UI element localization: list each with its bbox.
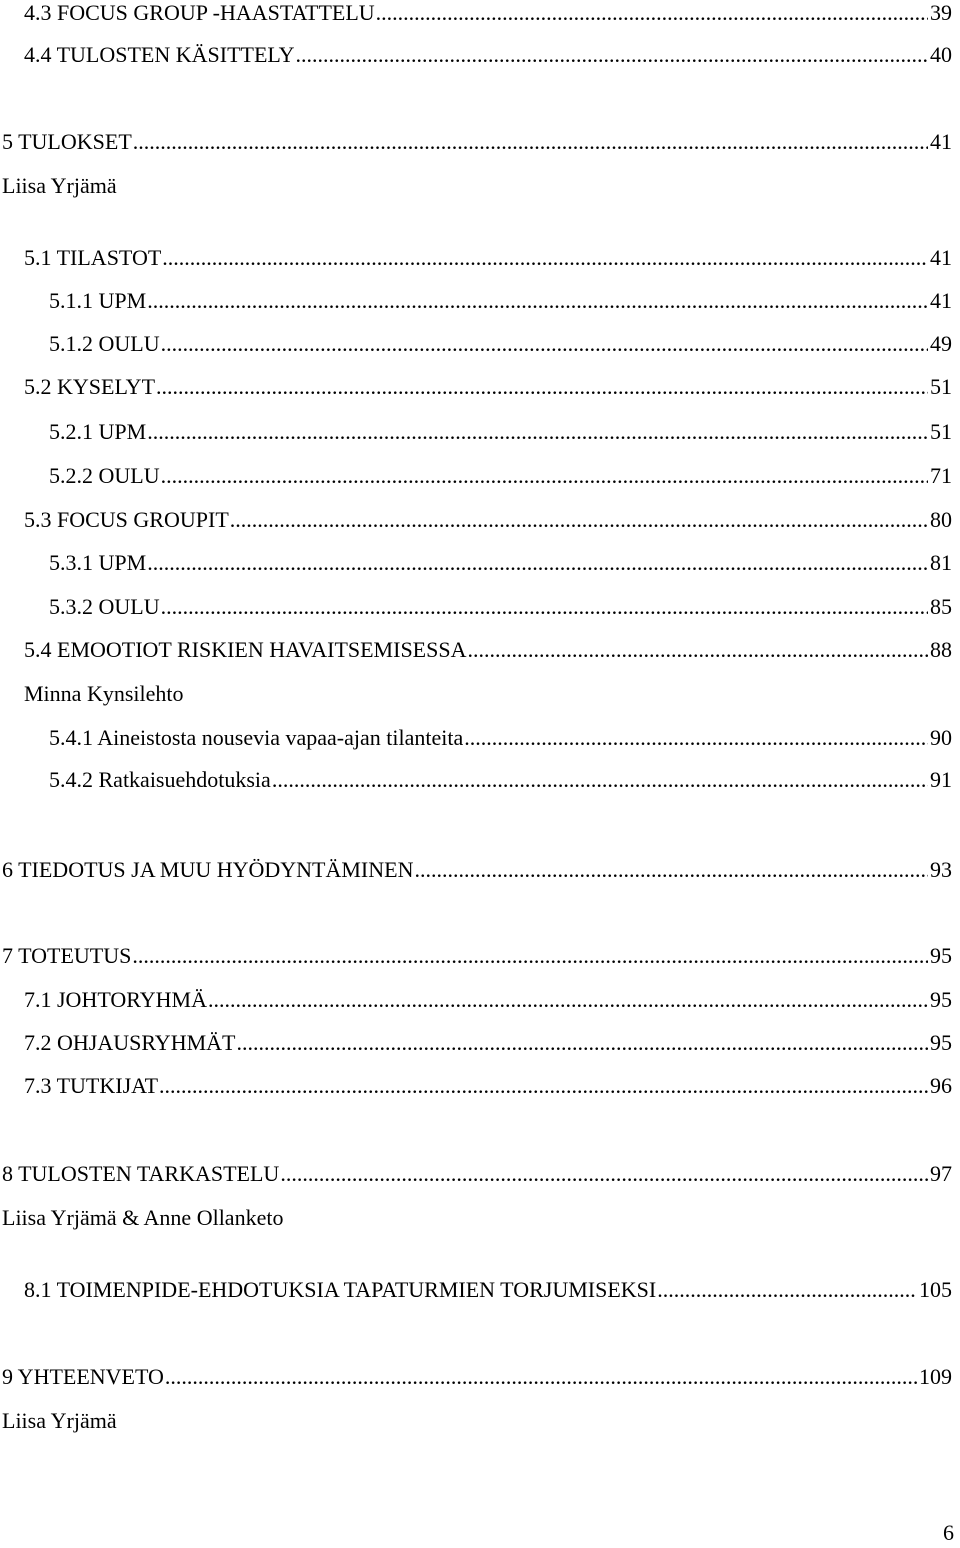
toc-entry-title: 4.4 TULOSTEN KÄSITTELY	[24, 42, 295, 67]
toc-entry-8-1	[24, 1275, 952, 1305]
toc-entry-page: 51	[930, 374, 952, 399]
toc-entry-5-3	[24, 505, 952, 535]
toc-entry-page: 41	[930, 129, 952, 154]
toc-entry-page: 96	[930, 1073, 952, 1098]
toc-entry-4-4	[24, 40, 952, 70]
toc-entry-title: 7 TOTEUTUS	[2, 943, 132, 968]
leader-dots	[147, 417, 928, 447]
leader-dots	[165, 1362, 917, 1392]
toc-entry-page: 93	[930, 857, 952, 882]
toc-entry-page: 97	[930, 1161, 952, 1186]
section-author: Minna Kynsilehto	[24, 681, 184, 706]
toc-entry-6	[2, 855, 952, 885]
toc-entry-title: 7.2 OHJAUSRYHMÄT	[24, 1030, 236, 1055]
toc-entry-title: 9 YHTEENVETO	[2, 1364, 164, 1389]
toc-entry-title: 5.3.2 OULU	[49, 594, 160, 619]
toc-entry-page: 109	[919, 1364, 952, 1389]
toc-entry-7-3	[24, 1071, 952, 1101]
toc-entry-5-4	[24, 635, 952, 665]
page-number: 6	[943, 1520, 954, 1545]
toc-entry-page: 95	[930, 1030, 952, 1055]
toc-entry-5-2	[24, 372, 952, 402]
toc-entry-5-1-1	[49, 286, 952, 316]
toc-entry-page: 49	[930, 331, 952, 356]
toc-entry-5-4-2	[49, 765, 952, 795]
toc-entry-5-3-1	[49, 548, 952, 578]
toc-entry-title: 7.1 JOHTORYHMÄ	[24, 987, 207, 1012]
toc-entry-5-2-1	[49, 417, 952, 447]
toc-entry-page: 40	[930, 42, 952, 67]
leader-dots	[161, 329, 928, 359]
leader-dots	[464, 723, 928, 753]
toc-entry-page: 81	[930, 550, 952, 575]
toc-entry-4-3	[24, 0, 952, 28]
toc-entry-title: 5.1 TILASTOT	[24, 245, 162, 270]
section-author: Liisa Yrjämä	[2, 173, 117, 198]
leader-dots	[159, 1071, 928, 1101]
toc-entry-title: 7.3 TUTKIJAT	[24, 1073, 159, 1098]
leader-dots	[272, 765, 928, 795]
toc-entry-7	[2, 941, 952, 971]
toc-entry-page: 39	[930, 0, 952, 25]
leader-dots	[236, 1028, 928, 1058]
toc-entry-9	[2, 1362, 952, 1392]
leader-dots	[147, 286, 928, 316]
toc-entry-page: 95	[930, 987, 952, 1012]
toc-entry-page: 41	[930, 245, 952, 270]
leader-dots	[132, 941, 928, 971]
toc-entry-title: 4.3 FOCUS GROUP -HAASTATTELU	[24, 0, 375, 25]
toc-entry-title: 5.2 KYSELYT	[24, 374, 156, 399]
toc-entry-title: 8 TULOSTEN TARKASTELU	[2, 1161, 280, 1186]
toc-entry-5	[2, 127, 952, 157]
toc-entry-title: 6 TIEDOTUS JA MUU HYÖDYNTÄMINEN	[2, 857, 414, 882]
toc-entry-title: 5.3.1 UPM	[49, 550, 147, 575]
toc-entry-page: 105	[919, 1277, 952, 1302]
leader-dots	[467, 635, 928, 665]
toc-entry-page: 95	[930, 943, 952, 968]
leader-dots	[147, 548, 928, 578]
toc-entry-5-1	[24, 243, 952, 273]
toc-entry-title: 5.1.1 UPM	[49, 288, 147, 313]
toc-entry-page: 88	[930, 637, 952, 662]
toc-entry-title: 5 TULOKSET	[2, 129, 132, 154]
toc-entry-title: 5.2.1 UPM	[49, 419, 147, 444]
toc-entry-8	[2, 1159, 952, 1189]
toc-entry-page: 71	[930, 463, 952, 488]
toc-entry-title: 5.4 EMOOTIOT RISKIEN HAVAITSEMISESSA	[24, 637, 467, 662]
leader-dots	[133, 127, 928, 157]
leader-dots	[208, 985, 928, 1015]
toc-entry-title: 5.4.2 Ratkaisuehdotuksia	[49, 767, 271, 792]
leader-dots	[161, 592, 928, 622]
leader-dots	[280, 1159, 928, 1189]
leader-dots	[376, 0, 928, 28]
toc-entry-page: 85	[930, 594, 952, 619]
toc-entry-page: 51	[930, 419, 952, 444]
toc-entry-7-2	[24, 1028, 952, 1058]
section-author: Liisa Yrjämä & Anne Ollanketo	[2, 1205, 284, 1230]
toc-entry-title: 5.1.2 OULU	[49, 331, 160, 356]
leader-dots	[657, 1275, 917, 1305]
leader-dots	[162, 243, 928, 273]
leader-dots	[161, 461, 928, 491]
leader-dots	[296, 40, 928, 70]
toc-entry-title: 5.3 FOCUS GROUPIT	[24, 507, 229, 532]
toc-entry-page: 91	[930, 767, 952, 792]
leader-dots	[156, 372, 928, 402]
leader-dots	[230, 505, 928, 535]
toc-entry-page: 90	[930, 725, 952, 750]
toc-entry-5-2-2	[49, 461, 952, 491]
toc-entry-5-1-2	[49, 329, 952, 359]
toc-entry-title: 5.2.2 OULU	[49, 463, 160, 488]
toc-entry-5-3-2	[49, 592, 952, 622]
leader-dots	[414, 855, 928, 885]
toc-entry-page: 80	[930, 507, 952, 532]
toc-entry-page: 41	[930, 288, 952, 313]
toc-entry-5-4-1	[49, 723, 952, 753]
section-author: Liisa Yrjämä	[2, 1408, 117, 1433]
toc-entry-title: 5.4.1 Aineistosta nousevia vapaa-ajan tilanteita	[49, 725, 464, 750]
toc-entry-title: 8.1 TOIMENPIDE-EHDOTUKSIA TAPATURMIEN TORJUMISEKSI	[24, 1277, 657, 1302]
toc-entry-7-1	[24, 985, 952, 1015]
